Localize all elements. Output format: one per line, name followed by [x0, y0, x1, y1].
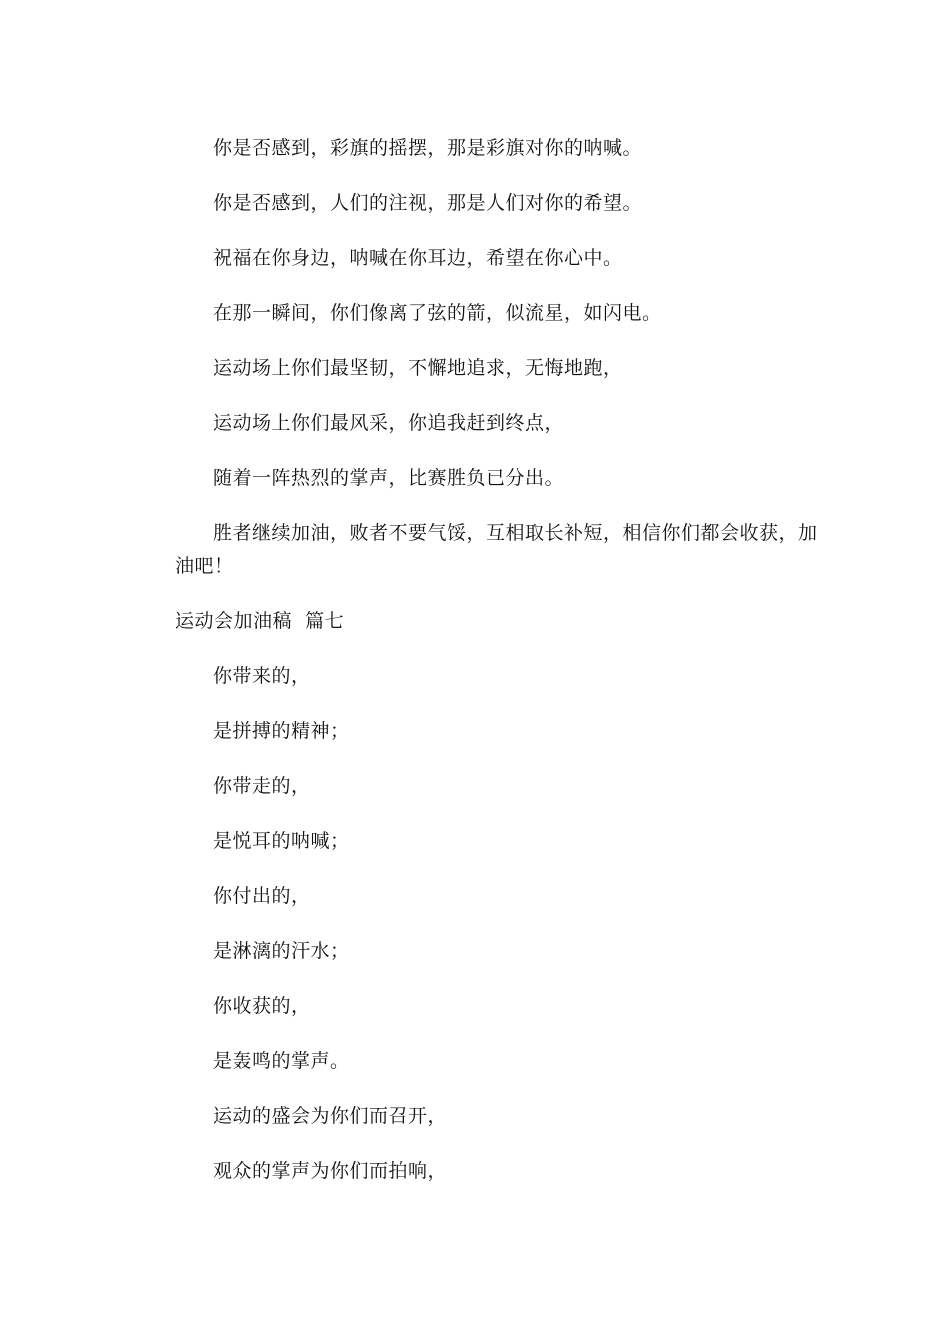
paragraph: 在那一瞬间，你们像离了弦的箭，似流星，如闪电。: [213, 302, 662, 324]
paragraph: 祝福在你身边，呐喊在你耳边，希望在你心中。: [213, 247, 623, 269]
paragraph: 运动场上你们最坚韧，不懈地追求，无悔地跑，: [213, 357, 623, 379]
paragraph: 你是否感到，彩旗的摇摆，那是彩旗对你的呐喊。: [213, 137, 643, 159]
poem-line: 你带来的，: [213, 665, 311, 687]
paragraph: 随着一阵热烈的掌声，比赛胜负已分出。: [213, 467, 565, 489]
poem-line: 运动的盛会为你们而召开，: [213, 1105, 448, 1127]
paragraph-long-line2: 油吧！: [175, 555, 234, 577]
poem-line: 观众的掌声为你们而拍响，: [213, 1160, 448, 1182]
poem-line: 你带走的，: [213, 775, 311, 797]
poem-line: 是悦耳的呐喊；: [213, 830, 350, 852]
paragraph: 运动场上你们最风采，你追我赶到终点，: [213, 412, 565, 434]
poem-line: 是轰鸣的掌声。: [213, 1050, 350, 1072]
paragraph: 你是否感到，人们的注视，那是人们对你的希望。: [213, 192, 643, 214]
poem-line: 是淋漓的汗水；: [213, 940, 350, 962]
poem-line: 你收获的，: [213, 995, 311, 1017]
section-heading: 运动会加油稿 篇七: [175, 610, 345, 632]
poem-line: 你付出的，: [213, 885, 311, 907]
paragraph-long-line1: 胜者继续加油，败者不要气馁，互相取长补短，相信你们都会收获，加: [213, 522, 818, 544]
poem-line: 是拼搏的精神；: [213, 720, 350, 742]
